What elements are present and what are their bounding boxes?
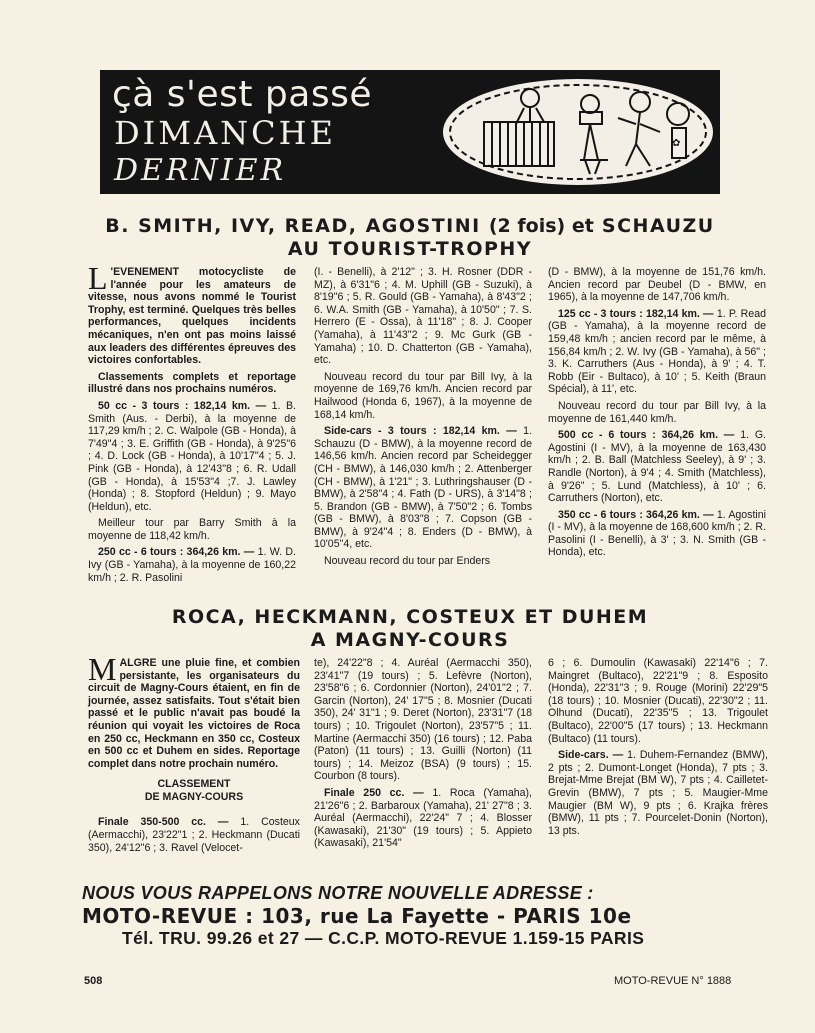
race-50cc-record: Meilleur tour par Barry Smith à la moyenne de 118,42 km/h. [88,517,296,542]
svg-text:✿: ✿ [672,138,681,149]
race-sidecar-heading: Side-cars - 3 tours : 182,14 km. — [324,425,517,438]
finale-250-heading: Finale 250 cc. — [324,786,424,799]
headline-1-part-2: (2 fois) et [488,215,594,237]
headline-1-part-3: SCHAUZU [601,215,715,237]
race-500cc-heading: 500 cc - 6 tours : 364,26 km. — [558,429,735,442]
article-1-intro: 'EVENEMENT motocycliste de l'année pour les amateurs de vitesse, nous avons nommé le Tourist Trophy, est terminé. Quelques très belles performances, quelques incidents mécaniques, n'en ont pas moins laissé aux leaders des différentes épreuves des victoires confortables. [88,266,296,367]
banner-line-2: DIMANCHE [114,114,336,152]
address-reminder: NOUS VOUS RAPPELONS NOTRE NOUVELLE ADRESSE : [82,883,594,903]
article-1-column-1 [88,260,297,588]
sidecars-heading: Side-cars. — [558,749,624,762]
race-sidecar-record-cont: (D - BMW), à la moyenne de 151,76 km/h. Ancien record par Deubel (D - BMW, en 1965), à la moyenne de 147,706 km/h. [548,266,766,304]
banner-illustration [440,74,716,190]
drop-cap: L [88,260,108,296]
sidecars-results: 1. Duhem-Fernandez (BMW), 2 pts ; 2. Dumont-Longet (Honda), 7 pts ; 3. Brejat-Mme Brejat (BM W), 7 pts ; 4. Cailletet-Grevin (BMW), 7 pts ; 5. Maugier-Mme Maugier (BM W), 9 pts ; 6. Krajka frères (BMW), 11 pts ; 7. Pourcelet-Donin (Norton), 13 pts. [548,749,769,837]
finale-350-heading: Finale 350-500 cc. — [98,816,229,829]
finale-250-results: 1. Roca (Yamaha), 21'26"6 ; 2. Barbaroux (Yamaha), 21' 27"8 ; 3. Auréal (Aermacchi), 22'24" 7 ; 4. Blosser (Kawasaki), 21'30" (19 tours) ; 5. Appieto (Kawasaki), 21'54" [314,786,533,850]
article-2-intro: ALGRE une pluie fine, et combien persistante, les organisateurs du circuit de Magny-Cours étaient, en fin de journée, assez satisfaits. Tout s'était bien passé et le public n'avait pas boudé la réunion qui voyait les victoires de Roca en 250 cc, Heckmann en 350 cc, Costeux en 500 cc et Duhem en sides. Reportage complet dans notre prochain numéro. [88,657,300,770]
race-50cc-heading: 50 cc - 3 tours : 182,14 km. — [98,399,267,412]
race-250cc-record: Nouveau record du tour par Bill Ivy, à la moyenne de 169,76 km/h. Ancien record par Hailwood (Honda 6, 1967), à la moyenne de 168,14 km/h. [314,370,532,421]
race-50cc-results: 1. B. Smith (Aus. - Derbi), à la moyenne de 117,29 km/h ; 2. C. Walpole (GB - Honda), à 7'49"4 ; 3. E. Griffith (GB - Honda), à 9'25"6 ; 4. D. Lock (GB - Honda), à 10'17"4 ; 5. J. Pink (GB - Honda), à 12'43"8 ; 6. R. Udall (GB - Honda), à 15'53"4 ;7. J. Lawley (Honda) ; 8. Stopford (Heldun) ; 9. Mayo (Heldun), etc. [88,399,297,513]
article-2-column-2 [314,657,532,854]
race-125cc-heading: 125 cc - 3 tours : 182,14 km. — [558,307,714,320]
race-500cc-results: 1. G. Agostini (I - MV), à la moyenne de 163,430 km/h ; 2. B. Ball (Matchless Seeley), à 9' ; 3. Randle (Norton), à 9'4 ; 4. Smith (Matchless), à 9'26" ; 5. Lund (Matchless), à 10' ; 6. Carruthers (Norton), etc. [548,429,767,505]
finale-250-results-cont: 6 ; 6. Dumoulin (Kawasaki) 22'14"6 ; 7. Maingret (Bultaco), 22'21"9 ; 8. Esposito (Honda), 22'31"3 ; 9. Rouge (Morini) 22'29"5 (18 tours) ; 10. Mosnier (Ducati), 22'30"2 ; 11. Olhund (Ducati), 22'35"5 ; 13. Trigoulet (Bultaco), 22'00"5 (17 tours) ; 13. Heckmann (Bultaco) (11 tours). [548,657,768,745]
race-250cc-results-cont: (I. - Benelli), à 2'12" ; 3. H. Rosner (DDR - MZ), à 6'31"6 ; 4. M. Uphill (GB - Suzuki), à 8'19"6 ; 5. R. Gould (GB - Yamaha), à 8'43"2 ; 6. W.A. Smith (GB - Yamaha), à 10'50" ; 7. S. Herrero (E - Ossa), à 11'18" ; 8. J. Cooper (Yamaha), à 11'43"2 ; 9. Mc Gurk (GB - Yamaha) ; 10. D. Chatterton (GB - Yamaha), etc. [314,266,532,367]
article-1-note: Classements complets et reportage illustré dans nos prochains numéros. [88,370,296,396]
headline-1-line-2: AU TOURIST-TROPHY [287,238,533,260]
classement-heading: CLASSEMENT DE MAGNY-COURS [144,778,244,804]
race-350cc-results: 1. Agostini (I - MV), à la moyenne de 168,600 km/h ; 2. R. Pasolini (I - Benelli), à 3' ; 3. N. Smith (GB - Honda), etc. [548,508,767,559]
race-250cc-heading: 250 cc - 6 tours : 364,26 km. — [98,546,255,559]
address-street: MOTO-REVUE : 103, rue La Fayette - PARIS 10e [82,904,632,928]
banner-line-3: DERNIER [114,153,287,188]
article-1-column-3 [548,266,766,563]
banner-line-1: çà s'est passé [112,74,372,115]
issue-label: MOTO-REVUE N° 1888 [614,975,732,987]
race-125cc-results: 1. P. Read (GB - Yamaha), à la moyenne record de 159,48 km/h ; ancien record par le même, à 156,84 km/h ; 2. W. Ivy (GB - Yamaha), à 56" ; 3. K. Carruthers (Aus - Honda), à 9' ; 4. T. Robb (Eir - Bultaco), à 10' ; 5. Keith (Braun Spécial), à 11', etc. [548,307,766,396]
headline-2-line-1: ROCA, HECKMANN, COSTEUX ET DUHEM [171,606,649,628]
finale-350-results: 1. Costeux (Aermacchi), 23'22"1 ; 2. Heckmann (Ducati 350), 24'12"6 ; 3. Ravel (Velocet- [88,816,300,854]
finale-350-results-cont: te), 24'22"8 ; 4. Auréal (Aermacchi 350), 23'41"7 (19 tours) ; 5. Lefèvre (Norton), 23'58"6 ; 6. Cordonnier (Norton), 24'01"2 ; 7. Garcin (Norton), 24' 17"5 ; 8. Mosnier (Ducati 350), 24' 31"1 ; 9. Deret (Norton), 23'31"7 (18 tours) ; 10. Trigoulet (Norton), 23'57"5 ; 11. Martine (Aermacchi 350) (16 tours) ; 12. Paba (Paton) (11 tours) ; 13. Guilli (Norton) (11 tours) ; 14. Meizoz (BSA) (9 tours) ; 15. Courbon (8 tours). [314,657,532,783]
race-125cc-record: Nouveau record du tour par Bill Ivy, à la moyenne de 161,440 km/h. [548,399,766,425]
race-sidecar-results: 1. Schauzu (D - BMW), à la moyenne record de 146,56 km/h. Ancien record par Scheidegger (CH - BMW), à 146,030 km/h ; 2. Attenberger (CH - BMW), à 1'21" ; 3. Luthringshauser (D - BMW), à 2'58"4 ; 4. Fath (D - URS), à 3'14"8 ; 5. Brandon (GB - BMW), à 7'50"2 ; 6. Tombs (GB - BMW), à 8'03"8 ; 7. Copson (GB - BMW), à 9'24"4 ; 8. Enders (D - BMW), à 10'05"4, etc. [314,425,533,551]
headline-1-part-1: B. SMITH, IVY, READ, AGOSTINI [105,215,481,237]
headline-2-line-2: A MAGNY-COURS [310,629,510,651]
page-number: 508 [84,975,103,987]
headline-magny-cours [60,606,760,652]
race-sidecar-record: Nouveau record du tour par Enders [324,555,491,568]
article-2-column-1 [88,651,300,858]
address-phone: Tél. TRU. 99.26 et 27 — C.C.P. MOTO-REVUE 1.159-15 PARIS [122,928,645,948]
article-1-column-2 [314,266,532,572]
headline-tourist-trophy [60,215,760,261]
race-250cc-results: 1. W. D. Ivy (GB - Yamaha), à la moyenne de 160,22 km/h ; 2. R. Pasolini [88,546,296,584]
drop-cap: M [88,651,117,687]
article-2-column-3 [548,657,768,841]
section-banner [100,70,720,194]
race-350cc-heading: 350 cc - 6 tours : 364,26 km. — [558,508,714,521]
